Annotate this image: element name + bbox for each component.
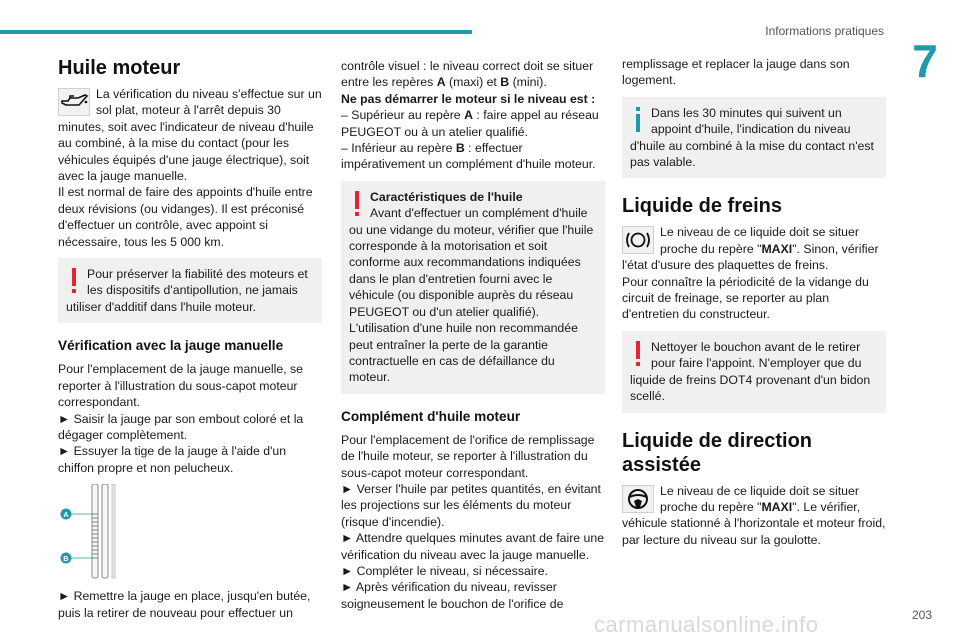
info-icon	[631, 106, 645, 134]
oil-characteristics-text-1: Avant d'effectuer un complément d'huile ou une vidange du moteur, vérifier que l'huile corresponde à la motorisation et soit conforme aux recommandations indiquées dans le plan d'entretien fourni avec le véhicule (ou disponible auprès du réseau PEUGEOT ou d'un atelier qualifié).	[349, 206, 594, 319]
oil-intro	[58, 86, 322, 184]
dipstick-location: Pour l'emplacement de la jauge manuelle, se reporter à l'illustration du sous-capot moteur correspondant.	[58, 362, 304, 410]
oil-topup-step-1: ► Verser l'huile par petites quantités, en évitant les projections sur les éléments du moteur (risque d'incendie).	[341, 481, 601, 529]
visual-check-text: contrôle visuel : le niveau correct doit se situer entre les repères A (maxi) et B (mini).	[341, 59, 594, 90]
level-below-text: – Inférieur au repère B : effectuer impérativement un complément d'huile moteur.	[341, 141, 596, 172]
oil-topup-location: Pour l'emplacement de l'orifice de remplissage de l'huile moteur, se reporter à l'illustration du sous-capot moteur correspondant.	[341, 432, 595, 480]
marker-b-label: B	[63, 554, 69, 564]
oil-topup-subtitle: Complément d'huile moteur	[341, 408, 521, 424]
oil-info-box	[622, 97, 886, 179]
section-title: Informations pratiques	[765, 24, 884, 38]
oil-characteristics-title: Caractéristiques de l'huile	[370, 189, 523, 204]
oil-characteristics-box	[341, 181, 605, 394]
steering-wheel-icon	[622, 485, 654, 513]
power-steering-text: Le niveau de ce liquide doit se situer proche du repère "MAXI". Le vérifier, véhicule stationné à l'horizontale et moteur froid, par lecture du niveau sur la goulotte.	[622, 483, 886, 547]
chapter-number: 7	[912, 35, 938, 87]
power-steering-intro	[622, 483, 886, 549]
brake-fluid-title: Liquide de freins	[622, 195, 783, 218]
brake-fluid-intro	[622, 224, 886, 273]
dipstick-step-2: ► Essuyer la tige de la jauge à l'aide d'un chiffon propre et non pelucheux.	[58, 444, 287, 475]
oil-topup-step-3: ► Compléter le niveau, si nécessaire.	[341, 563, 548, 578]
dipstick-illustration	[58, 484, 148, 580]
oil-intro-2: Il est normal de faire des appoints d'huile entre deux révisions (ou vidanges). Il est préconisé d'effectuer un contrôle, avec appoint si nécessaire, tous les 5 000 km.	[58, 185, 313, 249]
oil-warning-box	[58, 258, 322, 323]
oil-topup-continued: remplissage et replacer la jauge dans son logement.	[622, 57, 850, 88]
oil-characteristics-text-2: L'utilisation d'une huile non recommandée peut entraîner la perte de la garantie contractuelle en cas de défaillance du moteur.	[349, 321, 578, 385]
brake-fluid-icon	[622, 226, 654, 254]
dipstick-subtitle: Vérification avec la jauge manuelle	[58, 338, 284, 354]
marker-a-label: A	[63, 510, 69, 520]
warning-exclamation-icon	[350, 190, 364, 218]
warning-exclamation-icon	[67, 267, 81, 295]
oil-topup-step-4: ► Après vérification du niveau, revisser soigneusement le bouchon de l'orifice de	[341, 580, 564, 611]
brake-warning-text: Nettoyer le bouchon avant de le retirer pour faire l'appoint. N'employer que du liquide de freins DOT4 provenant d'un bidon scellé.	[630, 339, 871, 404]
dipstick-step-1: ► Saisir la jauge par son embout coloré et la dégager complètement.	[58, 411, 304, 442]
dipstick-step-3: ► Remettre la jauge en place, jusqu'en butée, puis la retirer de nouveau pour effectuer un	[58, 589, 311, 620]
level-above-text: – Supérieur au repère A : faire appel au réseau PEUGEOT ou à un atelier qualifié.	[341, 108, 599, 139]
brake-fluid-text-1: Le niveau de ce liquide doit se situer proche du repère "MAXI". Sinon, vérifier l'état d'usure des plaquettes de freins.	[622, 225, 879, 273]
oil-warning-text: Pour préserver la fiabilité des moteurs et les dispositifs d'antipollution, ne jamais utiliser d'additif dans l'huile moteur.	[66, 267, 308, 314]
oil-can-icon	[58, 88, 90, 116]
oil-title: Huile moteur	[58, 57, 181, 79]
oil-info-text: Dans les 30 minutes qui suivent un appoint d'huile, l'indication du niveau d'huile au combiné à la mise du contact n'est pas valable.	[630, 105, 874, 170]
dipstick-diagram	[58, 484, 322, 580]
do-not-start-warning: Ne pas démarrer le moteur si le niveau est :	[341, 91, 596, 106]
watermark: carmanualsonline.info	[594, 612, 819, 637]
oil-intro-text: La vérification du niveau s'effectue sur un sol plat, moteur à l'arrêt depuis 30 minutes, soit avec l'indicateur de niveau d'huile au combiné, à la mise du contact (pour les véhicules équipés d'une jauge électrique), soit avec la jauge manuelle.	[58, 87, 322, 184]
header-accent-bar	[0, 30, 472, 34]
warning-exclamation-icon	[631, 340, 645, 368]
page-number: 203	[911, 608, 932, 622]
power-steering-title: Liquide de direction assistée	[622, 429, 813, 476]
oil-topup-step-2: ► Attendre quelques minutes avant de faire une vérification du niveau avec la jauge manuelle.	[341, 531, 605, 562]
column-3	[622, 56, 886, 548]
brake-warning-box	[622, 331, 886, 413]
column-2	[341, 58, 605, 612]
brake-fluid-text-2: Pour connaître la périodicité de la vidange du circuit de freinage, se reporter au plan d'entretien du constructeur.	[622, 274, 869, 322]
column-1	[58, 56, 322, 621]
